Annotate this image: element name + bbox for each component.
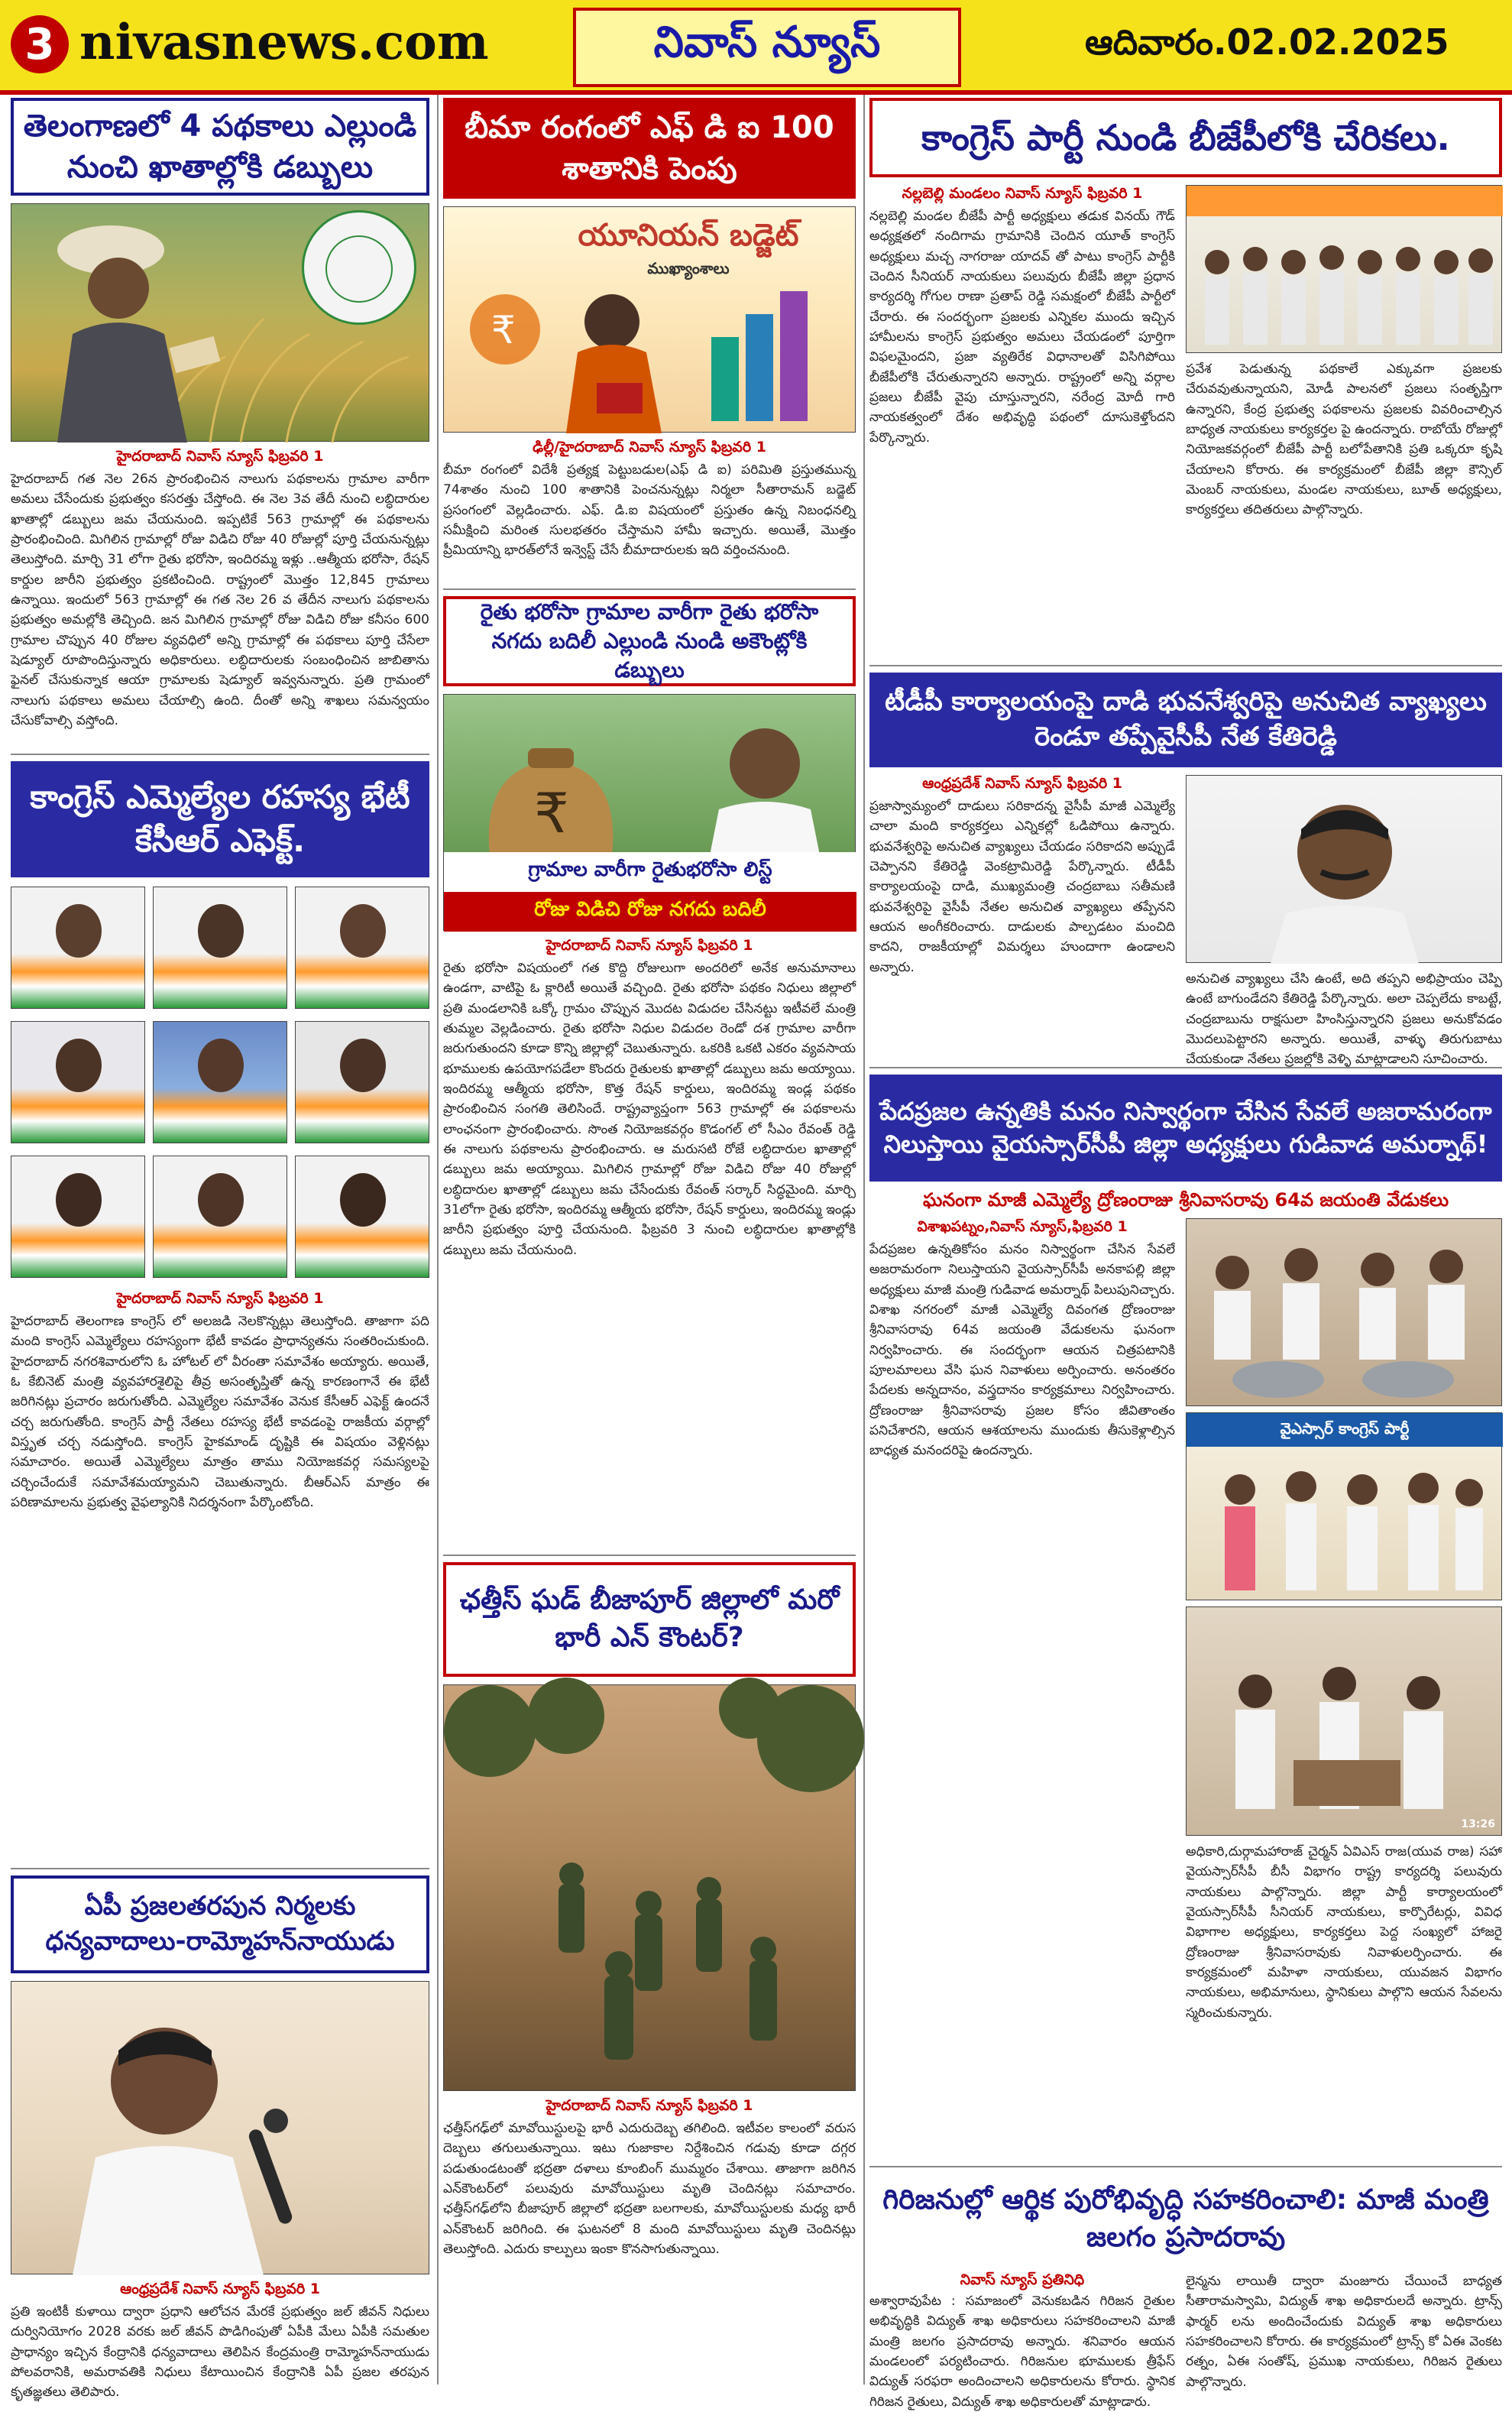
- speaker-illustration: [11, 1982, 430, 2275]
- headline-amarnath[interactable]: పేదప్రజల ఉన్నతికి మనం నిస్వార్థంగా చేసిన సేవలే అజరామరంగా నిలుస్తాయి వైయస్సార్‌సీపీ జిల్లా అధ్యక్షులు గుడివాడ అమర్నాథ్!: [869, 1075, 1502, 1182]
- forest-patrol-illustration: [444, 1685, 856, 2092]
- article-body: హైదరాబాద్ తెలంగాణ కాంగ్రెస్ లో అలజడి నెలకొన్నట్లు తెలుస్తోంది. తాజాగా పది మంది కాంగ్రెస్ ఎమ్మెల్యేలు రహస్యంగా భేటీ కావడం ప్రాధాన్యతను సంతరించుకుంది. హైదరాబాద్ నగరశివారులోని ఓ హోటల్ లో వీరంతా సమావేశం అయ్యారు. అయితే, ఓ కేబినెట్ మంత్రి వ్యవహారశైలిపై తీవ్ర అసంతృప్తితో ఉన్న కారణంగానే ఈ భేటీ జరిగినట్లు ప్రచారం జరుగుతోంది. ఎమ్మెల్యేల సమావేశం వెనుక కేసీఆర్ ఎఫెక్ట్ ఉందనే చర్చ జరుగుతోంది. కాంగ్రెస్ పార్టీ నేతలు రహస్య భేటీ కావడంపై రాజకీయ వర్గాల్లో విస్తృత చర్చ నడుస్తోంది. కాంగ్రెస్ హైకమాండ్ దృష్టికి ఈ విషయం వెళ్లినట్లు సమాచారం. అయితే ఎమ్మెల్యేలు మాత్రం తాము నియోజకవర్గ సమస్యలపై చర్చించేందుకే సమావేశమయ్యామని చెబుతున్నారు. బీఆర్ఎస్ మాత్రం ఈ పరిణామాలను ప్రభుత్వ వైఫల్యానికి నిదర్శనంగా పేర్కొంటోంది.: [11, 1314, 429, 1511]
- svg-text:₹: ₹: [491, 308, 516, 352]
- dateline: హైదరాబాద్ నివాస్ న్యూస్ ఫిబ్రవరి 1: [546, 937, 753, 954]
- mla-portrait: [11, 1156, 145, 1278]
- headline-congress-to-bjp[interactable]: కాంగ్రెస్ పార్టీ నుండి బీజేపీలోకి చేరికలు.: [869, 98, 1502, 177]
- headline-rythu-bharosa[interactable]: రైతు భరోసా గ్రామాల వారీగా రైతు భరోసా నగదు బదిలీ ఎల్లుండి నుండి అకౌంట్లోకి డబ్బులు: [443, 596, 856, 686]
- image-caption-line2: రోజు విడిచి రోజు నగదు బదిలీ: [444, 892, 856, 932]
- divider: [443, 1555, 856, 1556]
- dateline: ఆంధ్రప్రదేశ్ నివాస్ న్యూస్ ఫిబ్రవరి 1: [922, 775, 1122, 792]
- column-divider: [437, 95, 439, 2384]
- headline-kethireddy[interactable]: టీడీపీ కార్యాలయంపై దాడి భువనేశ్వరిపై అనుచిత వ్యాఖ్యలు రెండూ తప్పేవైసీపీ నేత కేతిరెడ్డి: [869, 673, 1502, 767]
- divider: [869, 665, 1502, 666]
- article-body: నల్లబెల్లి మండల బీజేపీ పార్టీ అధ్యక్షులు తడుక వినయ్ గౌడ్ అధ్యక్షతలో నందిగామ గ్రామానికి చెందిన యూత్ కాంగ్రెస్ అధ్యక్షులు మచ్చ నాగరాజు యాదవ్ తో పాటు కాంగ్రెస్ పార్టీకి చెందిన సీనియర్ నాయకులు పలువురు బీజేపీ జిల్లా ప్రధాన కార్యదర్శి గోగుల రాణా ప్రతాప్ రెడ్డి సమక్షంలో బీజేపీ పార్టీలో చేరారు. ఈ సందర్భంగా ప్రజలకు ఎన్నికల ముందు ఇచ్చిన హామీలను కాంగ్రెస్ ప్రభుత్వం అమలు చేయడంలో పూర్తిగా విఫలమైందని, ప్రజా వ్యతిరేక విధానాలతో విసిగిపోయి బీజేపీలోకి చేరుతున్నారని అన్నారు. రాష్ట్రంలో అన్ని వర్గాల ప్రజలు బీజేపీ వైపు చూస్తున్నారని, నరేంద్ర మోదీ గారి నాయకత్వంలో దేశం అభివృద్ధి పథంలో దూసుకెళ్తోందని పేర్కొన్నారు.: [869, 209, 1175, 446]
- dateline: ఢిల్లీ/హైదరాబాద్ నివాస్ న్యూస్ ఫిబ్రవరి 1: [533, 439, 766, 455]
- mla-portrait: [295, 887, 429, 1009]
- subheadline: ఘనంగా మాజీ ఎమ్మెల్యే ద్రోణంరాజు శ్రీనివాసరావు 64వ జయంతి వేడుకలు: [922, 1189, 1449, 1211]
- headline-telangana-schemes[interactable]: తెలంగాణలో 4 పథకాలు ఎల్లుండి నుంచి ఖాతాల్లోకి డబ్బులు: [11, 98, 429, 196]
- event-photo-stage: [1186, 1412, 1502, 1600]
- party-banner: వైఎస్సార్ కాంగ్రెస్ పార్టీ: [1187, 1413, 1503, 1447]
- mla-portrait: [295, 1156, 429, 1278]
- mla-portrait: [11, 887, 145, 1009]
- telangana-seal: [302, 210, 416, 325]
- food-distribution-illustration: [1187, 1219, 1503, 1407]
- site-name[interactable]: nivasnews.com: [79, 14, 489, 71]
- rythu-bharosa-photo: [443, 694, 856, 931]
- bjp-joining-photo: [1186, 185, 1502, 353]
- newspaper-title: నివాస్ న్యూస్: [573, 8, 961, 87]
- headline-jalagam-prasadarao[interactable]: గిరిజనుల్లో ఆర్థిక పురోభివృద్ధి సహకరించాలి: మాజీ మంత్రి జలగం ప్రసాదరావు: [869, 2172, 1502, 2267]
- divider: [11, 1868, 429, 1869]
- headline-ap-thanks-nirmala[interactable]: ఏపీ ప్రజలతరపున నిర్మలకు ధన్యవాదాలు-రామ్మోహన్‌నాయుడు: [11, 1875, 429, 1973]
- mla-portrait: [153, 887, 287, 1009]
- mla-portrait: [153, 1021, 287, 1143]
- dateline: నల్లబెల్లి మండలం నివాస్ న్యూస్ ఫిబ్రవరి 1: [902, 185, 1143, 202]
- article-body-continued: ప్రవేశ పెడుతున్న పథకాలే ఎక్కువగా ప్రజలకు చేరువవుతున్నాయని, మోడీ పాలనలో ప్రజలు సంతృప్తిగా ఉన్నారని, కేంద్ర ప్రభుత్వ పథకాలను ప్రజలకు వివరించాల్సిన బాధ్యత నాయకులు కార్యకర్తల పై ఉందన్నారు. రాబోయే రోజుల్లో నియోజకవర్గంలో బీజేపీ పార్టీ బలోపేతానికి ప్రతి ఒక్కరూ కృషి చేయాలని కోరారు. ఈ కార్యక్రమంలో బీజేపీ జిల్లా కౌన్సిల్ మెంబర్ నాయకులు, మండల నాయకులు, బూత్ అధ్యక్షులు, కార్యకర్తలు తదితరులు పాల్గొన్నారు.: [1186, 361, 1502, 518]
- headline-bijapur-encounter[interactable]: ఛత్తీస్ ఘడ్ బీజాపూర్ జిల్లాలో మరో భారీ ఎన్ కౌంటర్?: [443, 1562, 856, 1677]
- budget-image-title: యూనియన్ బడ్జెట్: [578, 218, 799, 253]
- headline-insurance-fdi[interactable]: బీమా రంగంలో ఎఫ్ డి ఐ 100 శాతానికి పెంపు: [443, 98, 856, 199]
- encounter-photo: [443, 1684, 856, 2091]
- dateline: నివాస్ న్యూస్ ప్రతినిధి: [960, 2271, 1085, 2288]
- headline-congress-mlas[interactable]: కాంగ్రెస్ ఎమ్మెల్యేల రహస్య భేటీ కేసీఆర్ ఎఫెక్ట్.: [11, 761, 429, 877]
- kethireddy-photo: [1186, 775, 1502, 963]
- event-photo-food: [1186, 1218, 1502, 1406]
- article-body: పేదప్రజల ఉన్నతికోసం మనం నిస్వార్థంగా చేసిన సేవలే అజరామరంగా నిలుస్తాయని వైయస్సార్‌సీపీ అనకాపల్లి జిల్లా అధ్యక్షులు మాజీ మంత్రి గుడివాడ అమర్నాథ్ పిలుపునిచ్చారు. విశాఖ నగరంలో మాజీ ఎమ్మెల్యే దివంగత ద్రోణంరాజు శ్రీనివాసరావు 64వ జయంతి వేడుకలను ఘనంగా నిర్వహించారు. ఈ సందర్భంగా ఆయన చిత్రపటానికి పూలమాలలు వేసి ఘన నివాళులు అర్పించారు. అనంతరం పేదలకు అన్నదానం, వస్త్రదానం కార్యక్రమాలు నిర్వహించారు. ద్రోణంరాజు శ్రీనివాసరావు ప్రజల కోసం జీవితాంతం పనిచేశారని, ఆయన ఆశయాలను ముందుకు తీసుకెళ్లాల్సిన బాధ్యత మనందరిపై ఉందన్నారు.: [869, 1242, 1175, 1459]
- dateline: హైదరాబాద్ నివాస్ న్యూస్ ఫిబ్రవరి 1: [116, 448, 324, 465]
- article-body-continued: అనుచిత వ్యాఖ్యలు చేసి ఉంటే, అది తప్పని అభిప్రాయం చెప్పి ఉంటే బాగుండేదని కేతిరెడ్డి పేర్కొన్నారు. అలా చెప్పలేదు కాబట్టే, చంద్రబాబును రాక్షసులా హింసిస్తున్నారని ప్రజలు అనుకోవడం మొదలుపెట్టారని అన్నారు. అయితే, వాళ్ళు తిరుగుబాటు చేయకుండా నేతలు ప్రజల్లోకి వెళ్ళి మాట్లాడాలని సూచించారు.: [1186, 971, 1502, 1068]
- page-number: 3: [11, 15, 69, 73]
- article-body-continued: అధికారి,దుర్గామహారాజ్ చైర్మన్ ఏవిఎస్ రాజ(యువ రాజ) సహా వైయస్సార్‌సీపీ బీసీ విభాగం రాష్ట్ర కార్యదర్శి పలువురు నాయకులు పాల్గొన్నారు. జిల్లా పార్టీ కార్యాలయంలో వైయస్సార్‌సీపీ సీనియర్ నాయకులు, కార్పొరేటర్లు, వివిధ విభాగాల అధ్యక్షులు, కార్యకర్తలు పెద్ద సంఖ్యలో హాజరై ద్రోణంరాజు శ్రీనివాసరావుకు నివాళులర్పించారు. ఈ కార్యక్రమంలో మహిళా నాయకులు, యువజన విభాగం నాయకులు, అభిమానులు, స్థానికులు పాల్గొని ఆయన సేవలను స్మరించుకున్నారు.: [1186, 1844, 1502, 2021]
- photo-timestamp: 13:26: [1461, 1818, 1495, 1830]
- article-body: బీమా రంగంలో విదేశీ ప్రత్యక్ష పెట్టుబడుల(ఎఫ్ డి ఐ) పరిమితి ప్రస్తుతమున్న 74శాతం నుంచి 100 శాతానికి పెంచనున్నట్లు నిర్మలా సీతారామన్ బడ్జెట్ ప్రసంగంలో వెల్లడించారు. ఎఫ్. డి.ఐ విషయంలో ప్రస్తుతం ఉన్న నిబంధనల్ని సమీక్షించి మరింత సులభతరం చేస్తామని హామీ ఇచ్చారు. అయితే, మొత్తం ప్రీమియాన్ని భారత్‌లోనే ఇన్వెస్ట్ చేసే బీమాదారులకు ఇది వర్తించనుంది.: [443, 462, 856, 559]
- medical-camp-illustration: [1187, 1607, 1503, 1837]
- dateline: విశాఖపట్నం,నివాస్ న్యూస్,ఫిబ్రవరి 1: [917, 1218, 1128, 1235]
- portrait-illustration: [1187, 776, 1503, 964]
- dateline: హైదరాబాద్ నివాస్ న్యూస్ ఫిబ్రవరి 1: [116, 1290, 324, 1307]
- divider: [443, 588, 856, 590]
- column-divider: [863, 95, 865, 2384]
- svg-text:₹: ₹: [534, 781, 569, 845]
- mla-portrait-grid: [11, 887, 429, 1284]
- dateline: ఆంధ్రప్రదేశ్ నివాస్ న్యూస్ ఫిబ్రవరి 1: [120, 2281, 320, 2297]
- divider: [869, 2166, 1502, 2167]
- edition-date: ఆదివారం.02.02.2025: [1085, 21, 1449, 63]
- mla-portrait: [295, 1021, 429, 1143]
- divider: [11, 754, 429, 755]
- article-body: ప్రజాస్వామ్యంలో దాడులు సరికాదన్న వైసీపీ మాజీ ఎమ్మెల్యే చాలా మంది కార్యకర్తలు ఎన్నికల్లో ఓడిపోయి ఉన్నారు. భువనేశ్వరిపై అనుచిత వ్యాఖ్యలు చేయడం సరికాదని అప్పుడే చెప్పానని కేతిరెడ్డి వెంకట్రామిరెడ్డి పేర్కొన్నారు. టీడీపీ కార్యాలయంపై దాడి, ముఖ్యమంత్రి చంద్రబాబు సతీమణి భువనేశ్వరిపై వైసీపీ నేతల అనుచిత వ్యాఖ్యలు తప్పేనని ఆయన అంగీకరించారు. దాడులకు పాల్పడటం మంచిది కాదని, రాజకీయాల్లో విమర్శలు హుందాగా ఉండాలని అన్నారు.: [869, 799, 1175, 975]
- mla-portrait: [153, 1156, 287, 1278]
- article-body: హైదరాబాద్ గత నెల 26న ప్రారంభించిన నాలుగు పథకాలను గ్రామాల వారీగా అమలు చేసేందుకు ప్రభుత్వం కసరత్తు చేస్తోంది. ఈ నెల 3వ తేదీ నుంచి లబ్ధిదారుల ఖాతాల్లో డబ్బులు జమ చేయనుంది. ఇప్పటికే 563 గ్రామాల్లో ఈ పథకాలను ప్రారంభించింది. మిగిలిన గ్రామాల్లో రోజు విడిచి రోజు 40 రోజుల్లో పూర్తి చేయనున్నట్లు తెలుస్తోంది. మార్చి 31 లోగా రైతు భరోసా, ఇందిరమ్మ ఇళ్లు ..ఆత్మీయ భరోసా, రేషన్ కార్డుల జారీని ప్రభుత్వం ప్రకటించింది. రాష్ట్రంలో మొత్తం 12,845 గ్రామాలు ఉన్నాయి. ఇందులో 563 గ్రామాల్లో ఈ గత నెల 26 వ తేదీన నాలుగు పథకాలను ప్రభుత్వం అమల్లోకి తెచ్చింది. జన మిగిలిన గ్రామాల్లో రోజు విడిచి రోజు కనీసం 600 గ్రామాల చొప్పున 40 రోజుల వ్యవధిలో అన్ని గ్రామాల్లో ఈ పథకాలు పూర్తి చేసేలా షెడ్యూల్ రూపొందిస్తున్నారు అధికారులు. లబ్ధిదారులకు సంబంధించిన జాబితాను ఫైనల్ చేసుకున్నాక ఆయా గ్రామాలకు షెడ్యూల్ ఇవ్వనున్నారు. ప్రతి గ్రామంలో నాలుగు పథకాలు అమలు చేయాల్సి ఉంది. దీంతో అన్ని శాఖలు సమన్వయం చేసుకోవాల్సి వస్తోంది.: [11, 472, 429, 729]
- budget-image-subtitle: ముఖ్యాంశాలు: [647, 259, 730, 277]
- image-caption-line1: గ్రామాల వారీగా రైతుభరోసా లిస్ట్: [444, 852, 856, 892]
- dateline: హైదరాబాద్ నివాస్ న్యూస్ ఫిబ్రవరి 1: [546, 2097, 753, 2114]
- article-body: అశ్వారావుపేట : సమాజంలో వెనుకబడిన గిరిజన రైతుల అభివృద్ధికి విద్యుత్ శాఖ అధికారులు సహకరించాలని మాజీ మంత్రి జలగం ప్రసాదరావు అన్నారు. శనివారం ఆయన మండలంలో పర్యటించారు. గిరిజనుల భూములకు త్రీఫేస్ విద్యుత్ సరఫరా అందించాలని అధికారులను కోరారు. స్థానిక గిరిజన రైతులు, విద్యుత్ శాఖ అధికారులతో మాట్లాడారు.: [869, 2294, 1175, 2410]
- event-photo-medical: [1186, 1606, 1502, 1836]
- mla-portrait: [11, 1021, 145, 1143]
- article-body-continued: లైన్మను లాయితీ ద్వారా మంజూరు చేయించే బాధ్యత సీతారామస్వామి, విద్యుత్ శాఖ అధికారులదే అన్నారు. ట్రాన్స్ ఫార్మర్ లను అందించేందుకు విద్యుత్ శాఖ అధికారులు సహకరించాలని కోరారు. ఈ కార్యక్రమంలో ట్రాన్స్ కో ఏఈ వెంకట రత్నం, ఏఈ సంతోష్, ప్రముఖ నాయకులు, గిరిజన రైతులు పాల్గొన్నారు.: [1186, 2274, 1502, 2390]
- group-illustration: [1187, 186, 1503, 354]
- article-body: ఛత్తీస్‌గఢ్‌లో మావోయిస్టులపై భారీ ఎదురుదెబ్బ తగిలింది. ఇటీవల కాలంలో వరుస దెబ్బలు తగులుతున్నాయి. ఇటు గుజాకాల నిర్దేశించిన గడువు కూడా దగ్గర పడుతుండటంతో భద్రతా దళాలు కూంబింగ్ ముమ్మరం చేశాయి. తాజాగా జరిగిన ఎన్‌కౌంటర్‌లో పలువురు మావోయిస్టులు మృతి చెందినట్లు సమాచారం. ఛత్తీస్‌గఢ్‌లోని బీజాపూర్ జిల్లాలో భద్రతా బలగాలకు, మావోయిస్టులకు మధ్య భారీ ఎన్‌కౌంటర్ జరిగింది. ఈ ఘటనలో 8 మంది మావోయిస్టులు మృతి చెందినట్లు తెలుస్తోంది. ఎదురు కాల్పులు ఇంకా కొనసాగుతున్నాయి.: [443, 2121, 856, 2258]
- union-budget-graphic: [443, 206, 856, 433]
- farmer-paddy-photo: [11, 203, 429, 442]
- divider: [869, 1067, 1502, 1068]
- article-body: రైతు భరోసా విషయంలో గత కొద్ది రోజులుగా అందరిలో అనేక అనుమానాలు ఉండగా, వాటిపై ఓ క్లారిటీ అయితే వచ్చింది. రైతు భరోసా పథకం నిధులు జిల్లాలో ప్రతి మండలానికి ఒక్కో గ్రామం చొప్పున మొదట విడుదల చేసినట్టు ఇటీవలే మంత్రి తుమ్మల వెల్లడించారు. రైతు భరోసా నిధుల విడుదల రెండో దశ గ్రామాల వారీగా జరుగుతుందని కూడా కొన్ని జిల్లాల్లో చెబుతున్నారు. ఒకరికి ఒకటి ఎకరం వ్యవసాయ భూములకు ఉపయోగపడేలా కొందరు రైతులకు ఖాతాల్లో డబ్బులు జమ అయ్యాయి. ఇందిరమ్మ ఆత్మీయ భరోసా, కొత్త రేషన్ కార్డులు, ఇందిరమ్మ ఇండ్ల పథకం ప్రారంభించిన సంగతి తెలిసిందే. రాష్ట్రవ్యాప్తంగా 563 గ్రామాల్లో ఈ పథకాలను లాంఛనంగా ప్రారంభించారు. సొంత నియోజకవర్గం కొడంగల్ లో సీఎం రేవంత్ రెడ్డి ఈ నాలుగు పథకాలను ప్రారంభించారు. ఆ మరుసటి రోజే లబ్ధిదారుల ఖాతాల్లో డబ్బులు జమ అయ్యాయి. మిగిలిన గ్రామాల్లో రోజు విడిచి రోజు 40 రోజుల్లో లబ్ధిదారుల ఖాతాల్లో డబ్బులు జమ చేసేందుకు రేవంత్ సర్కార్ సిద్ధమైంది. మార్చి 31లోగా రైతు భరోసా, ఇందిరమ్మ ఆత్మీయ భరోసా, రేషన్ కార్డులు, ఇందిరమ్మ ఇండ్లు జారీని ప్రభుత్వం పూర్తి చేయనుంది. ఫిబ్రవరి 3 నుంచి లబ్ధిదారుల ఖాతాల్లోకి డబ్బులు జమ చేయనుంది.: [443, 961, 856, 1258]
- article-body: ప్రతి ఇంటికీ కుళాయి ద్వారా ప్రధాని ఆలోచన మేరకే ప్రభుత్వం జల్ జీవన్ నిధులు దుర్వినియోగం 2028 వరకు జల్ జీవన్ పొడిగింపుతో ఏపీకి మేలు ఏపీకి సమతుల ప్రాధాన్యం ఇచ్చిన కేంద్రానికి ధన్యవాదాలు తెలిపిన కేంద్రమంత్రి రామ్మోహన్‌నాయుడు పోలవరానికి, అమరావతికి నిధులు కేటాయించిన కేంద్రానికి ఏపీ ప్రజల తరపున కృతజ్ఞతలు తెలిపారు.: [11, 2304, 429, 2401]
- rammohan-naidu-photo: [11, 1981, 429, 2274]
